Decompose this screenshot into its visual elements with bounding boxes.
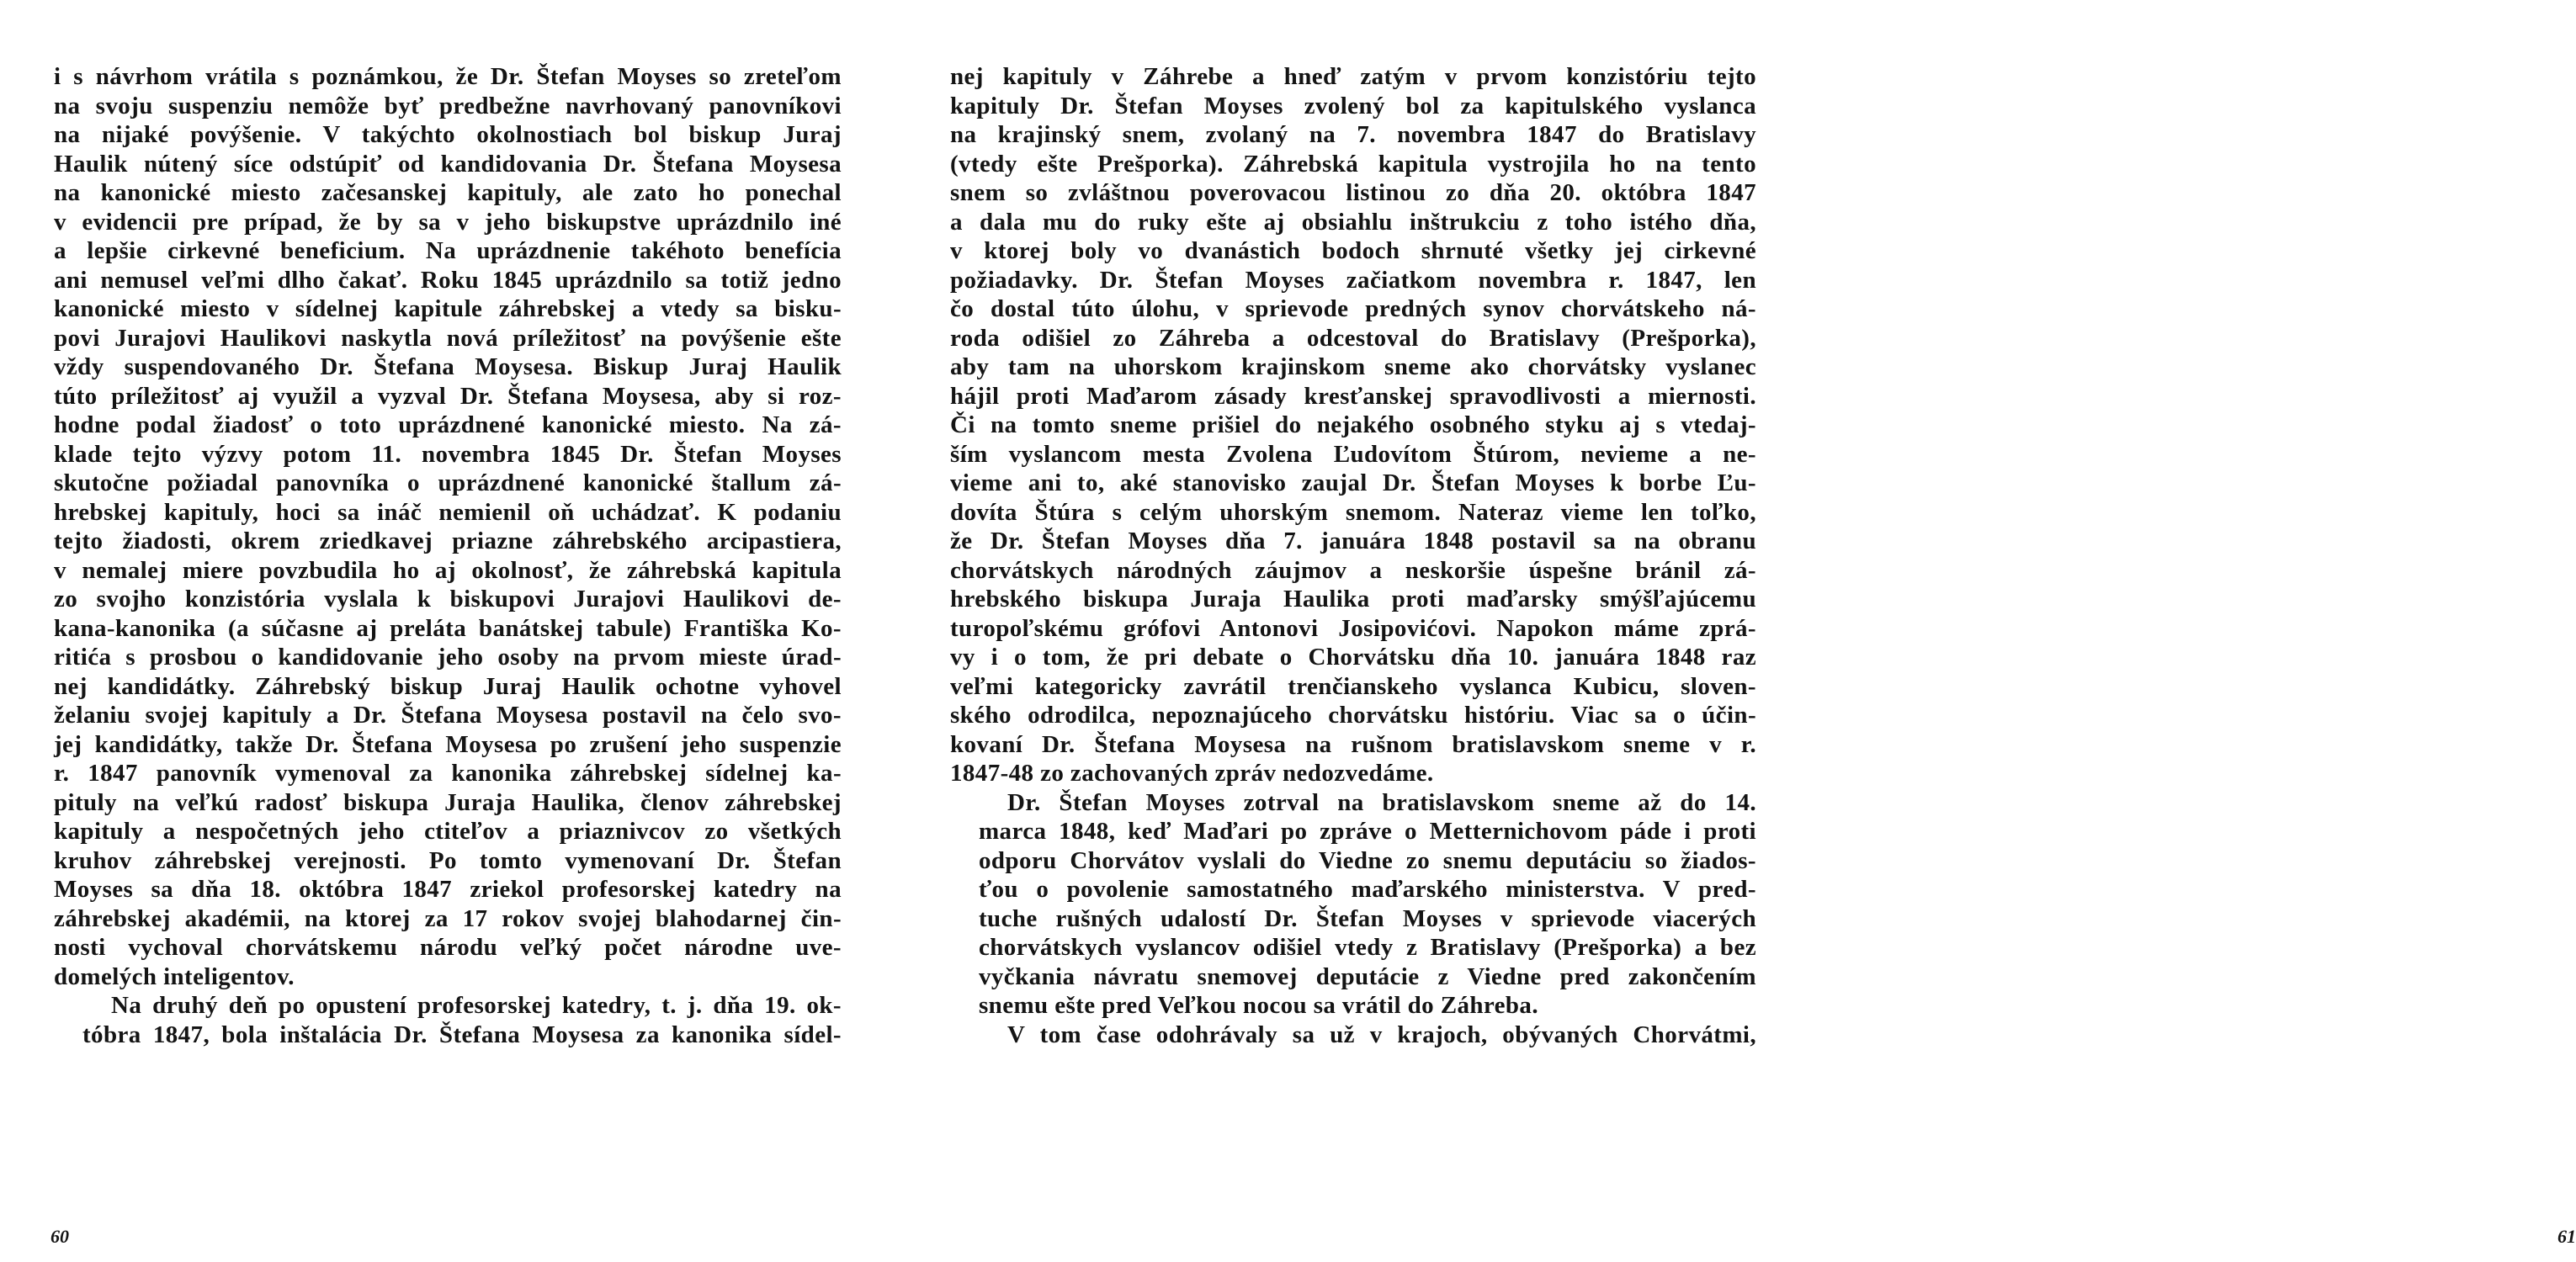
text-line: a lepšie cirkevné beneficium. Na uprázdnenie takéhoto benefícia [54, 237, 842, 264]
text-line: Moyses sa dňa 18. októbra 1847 zriekol profesorskej katedry na [54, 876, 842, 903]
text-line: Dr. Štefan Moyses zotrval na bratislavskom sneme až do 14. [1007, 788, 1756, 816]
text-line: snem so zvláštnou poverovacou listinou zo dňa 20. októbra 1847 [950, 179, 1756, 206]
text-line: pituly na veľkú radosť biskupa Juraja Haulika, členov záhrebskej [54, 788, 842, 816]
right-page [886, 0, 2576, 1262]
text-line: na krajinský snem, zvolaný na 7. novembra 1847 do Bratislavy [950, 121, 1756, 148]
text-line: požiadavky. Dr. Štefan Moyses začiatkom novembra r. 1847, len [950, 266, 1756, 294]
text-line: tuche rušných udalostí Dr. Štefan Moyses v sprievode viacerých [979, 904, 1756, 932]
text-line: i s návrhom vrátila s poznámkou, že Dr. Štefan Moyses so zreteľom [54, 63, 842, 90]
text-line: nosti vychoval chorvátskemu národu veľký počet národne uve- [54, 934, 842, 961]
left-page-number: 60 [50, 1226, 69, 1247]
text-line: hrebského biskupa Juraja Haulika proti maďarsky smýšľajúcemu [950, 586, 1756, 612]
text-line: klade tejto výzvy potom 11. novembra 1845 Dr. Štefan Moyses [54, 440, 842, 468]
text-line: roda odišiel zo Záhreba a odcestoval do Bratislavy (Prešporka), [950, 324, 1756, 352]
text-line: ského odrodilca, nepoznajúceho chorvátsku históriu. Viac sa o účin- [950, 702, 1756, 729]
text-line: záhrebskej akadémii, na ktorej za 17 rokov svojej blahodarnej čin- [54, 904, 842, 932]
text-line: tejto žiadosti, okrem zriedkavej priazne záhrebského arcipastiera, [54, 528, 842, 554]
text-line: želaniu svojej kapituly a Dr. Štefana Moysesa postavil na čelo svo- [54, 702, 842, 729]
right-page-number: 61 [2557, 1226, 2576, 1247]
text-line: chorvátskych národných záujmov a neskoršie úspešne bránil zá- [950, 556, 1756, 584]
text-line: na svoju suspenziu nemôže byť predbežne navrhovaný panovníkovi [54, 92, 842, 119]
right-page-text [950, 62, 1756, 1049]
text-line: tóbra 1847, bola inštalácia Dr. Štefana Moysesa za kanonika sídel- [82, 1021, 842, 1048]
left-page [0, 0, 886, 1262]
text-line: Či na tomto sneme prišiel do nejakého osobného styku aj s vtedaj- [950, 411, 1756, 438]
text-line: veľmi kategoricky zavrátil trenčianskeho vyslanca Kubicu, sloven- [950, 672, 1756, 700]
text-line: a dala mu do ruky ešte aj obsiahlu inštrukciu z toho istého dňa, [950, 208, 1756, 236]
text-line: ším vyslancom mesta Zvolena Ľudovítom Štúrom, nevieme a ne- [950, 440, 1756, 468]
text-line: aby tam na uhorskom krajinskom sneme ako chorvátsky vyslanec [950, 353, 1756, 380]
text-line: nej kapituly v Záhrebe a hneď zatým v prvom konzistóriu tejto [950, 63, 1756, 90]
paragraph [950, 788, 1756, 1021]
text-line: Na druhý deň po opustení profesorskej katedry, t. j. dňa 19. ok- [111, 992, 842, 1019]
text-line: hájil proti Maďarom zásady kresťanskej spravodlivosti a miernosti. [950, 382, 1756, 410]
text-line: hrebskej kapituly, hoci sa ináč nemienil oň uchádzať. K podaniu [54, 498, 842, 526]
text-line: marca 1848, keď Maďari po zpráve o Metternichovom páde i proti [979, 818, 1756, 845]
text-line: túto príležitosť aj využil a vyzval Dr. Štefana Moysesa, aby si roz- [54, 382, 842, 410]
paragraph [54, 62, 842, 991]
text-line: na nijaké povýšenie. V takýchto okolnostiach bol biskup Juraj [54, 121, 842, 148]
text-line: (vtedy ešte Prešporka). Záhrebská kapitula vystrojila ho na tento [950, 150, 1756, 178]
text-line: ťou o povolenie samostatného maďarského ministerstva. V pred- [979, 876, 1756, 903]
text-line: jej kandidátky, takže Dr. Štefana Moysesa po zrušení jeho suspenzie [54, 730, 842, 758]
text-line: kapituly Dr. Štefan Moyses zvolený bol za kapitulského vyslanca [950, 92, 1756, 119]
text-line: vieme ani to, aké stanovisko zaujal Dr. Štefan Moyses k borbe Ľu- [950, 469, 1756, 496]
left-page-text [54, 62, 842, 1049]
paragraph [950, 1021, 1756, 1050]
text-line: odporu Chorvátov vyslali do Viedne zo snemu deputáciu so žiados- [979, 846, 1756, 874]
text-line: chorvátskych vyslancov odišiel vtedy z Bratislavy (Prešporka) a bez [979, 934, 1756, 961]
text-line: snemu ešte pred Veľkou nocou sa vrátil do Záhreba. [979, 992, 1538, 1019]
text-line: ani nemusel veľmi dlho čakať. Roku 1845 uprázdnilo sa totiž jedno [54, 266, 842, 294]
text-line: kovaní Dr. Štefana Moysesa na rušnom bratislavskom sneme v r. [950, 730, 1756, 758]
paragraph [950, 62, 1756, 788]
text-line: nej kandidátky. Záhrebský biskup Juraj Haulik ochotne vyhovel [54, 672, 842, 700]
text-line: v ktorej boly vo dvanástich bodoch shrnuté všetky jej cirkevné [950, 237, 1756, 264]
text-line: vy i o tom, že pri debate o Chorvátsku dňa 10. januára 1848 raz [950, 644, 1756, 671]
text-line: v nemalej miere povzbudila ho aj okolnosť, že záhrebská kapitula [54, 556, 842, 584]
text-line: turopoľskému grófovi Antonovi Josipovićovi. Napokon máme zprá- [950, 614, 1756, 642]
text-line: 1847-48 zo zachovaných zpráv nedozvedáme. [950, 760, 1434, 787]
text-line: hodne podal žiadosť o toto uprázdnené kanonické miesto. Na zá- [54, 411, 842, 438]
text-line: čo dostal túto úlohu, v sprievode predných synov chorvátskeho ná- [950, 295, 1756, 322]
text-line: V tom čase odohrávaly sa už v krajoch, obývaných Chorvátmi, [1007, 1021, 1756, 1048]
text-line: kruhov záhrebskej verejnosti. Po tomto vymenovaní Dr. Štefan [54, 846, 842, 874]
text-line: skutočne požiadal panovníka o uprázdnené kanonické štallum zá- [54, 469, 842, 496]
text-line: že Dr. Štefan Moyses dňa 7. januára 1848 postavil sa na obranu [950, 528, 1756, 554]
text-line: zo svojho konzistória vyslala k biskupovi Jurajovi Haulikovi de- [54, 586, 842, 612]
text-line: dovíta Štúra s celým uhorským snemom. Nateraz vieme len toľko, [950, 498, 1756, 526]
text-line: domelých inteligentov. [54, 962, 295, 990]
text-line: povi Jurajovi Haulikovi naskytla nová príležitosť na povýšenie ešte [54, 324, 842, 352]
text-line: na kanonické miesto začesanskej kapituly, ale zato ho ponechal [54, 179, 842, 206]
text-line: kanonické miesto v sídelnej kapitule záhrebskej a vtedy sa bisku- [54, 295, 842, 322]
text-line: v evidencii pre prípad, že by sa v jeho biskupstve uprázdnilo iné [54, 208, 842, 236]
text-line: vyčkania návratu snemovej deputácie z Viedne pred zakončením [979, 962, 1756, 990]
text-line: ritića s prosbou o kandidovanie jeho osoby na prvom mieste úrad- [54, 644, 842, 671]
text-line: r. 1847 panovník vymenoval za kanonika záhrebskej sídelnej ka- [54, 760, 842, 787]
text-line: Haulik nútený síce odstúpiť od kandidovania Dr. Štefana Moysesa [54, 150, 842, 178]
paragraph [54, 991, 842, 1049]
text-line: vždy suspendovaného Dr. Štefana Moysesa. Biskup Juraj Haulik [54, 353, 842, 380]
text-line: kana-kanonika (a súčasne aj preláta banátskej tabule) Františka Ko- [54, 614, 842, 642]
text-line: kapituly a nespočetných jeho ctiteľov a priaznivcov zo všetkých [54, 818, 842, 845]
